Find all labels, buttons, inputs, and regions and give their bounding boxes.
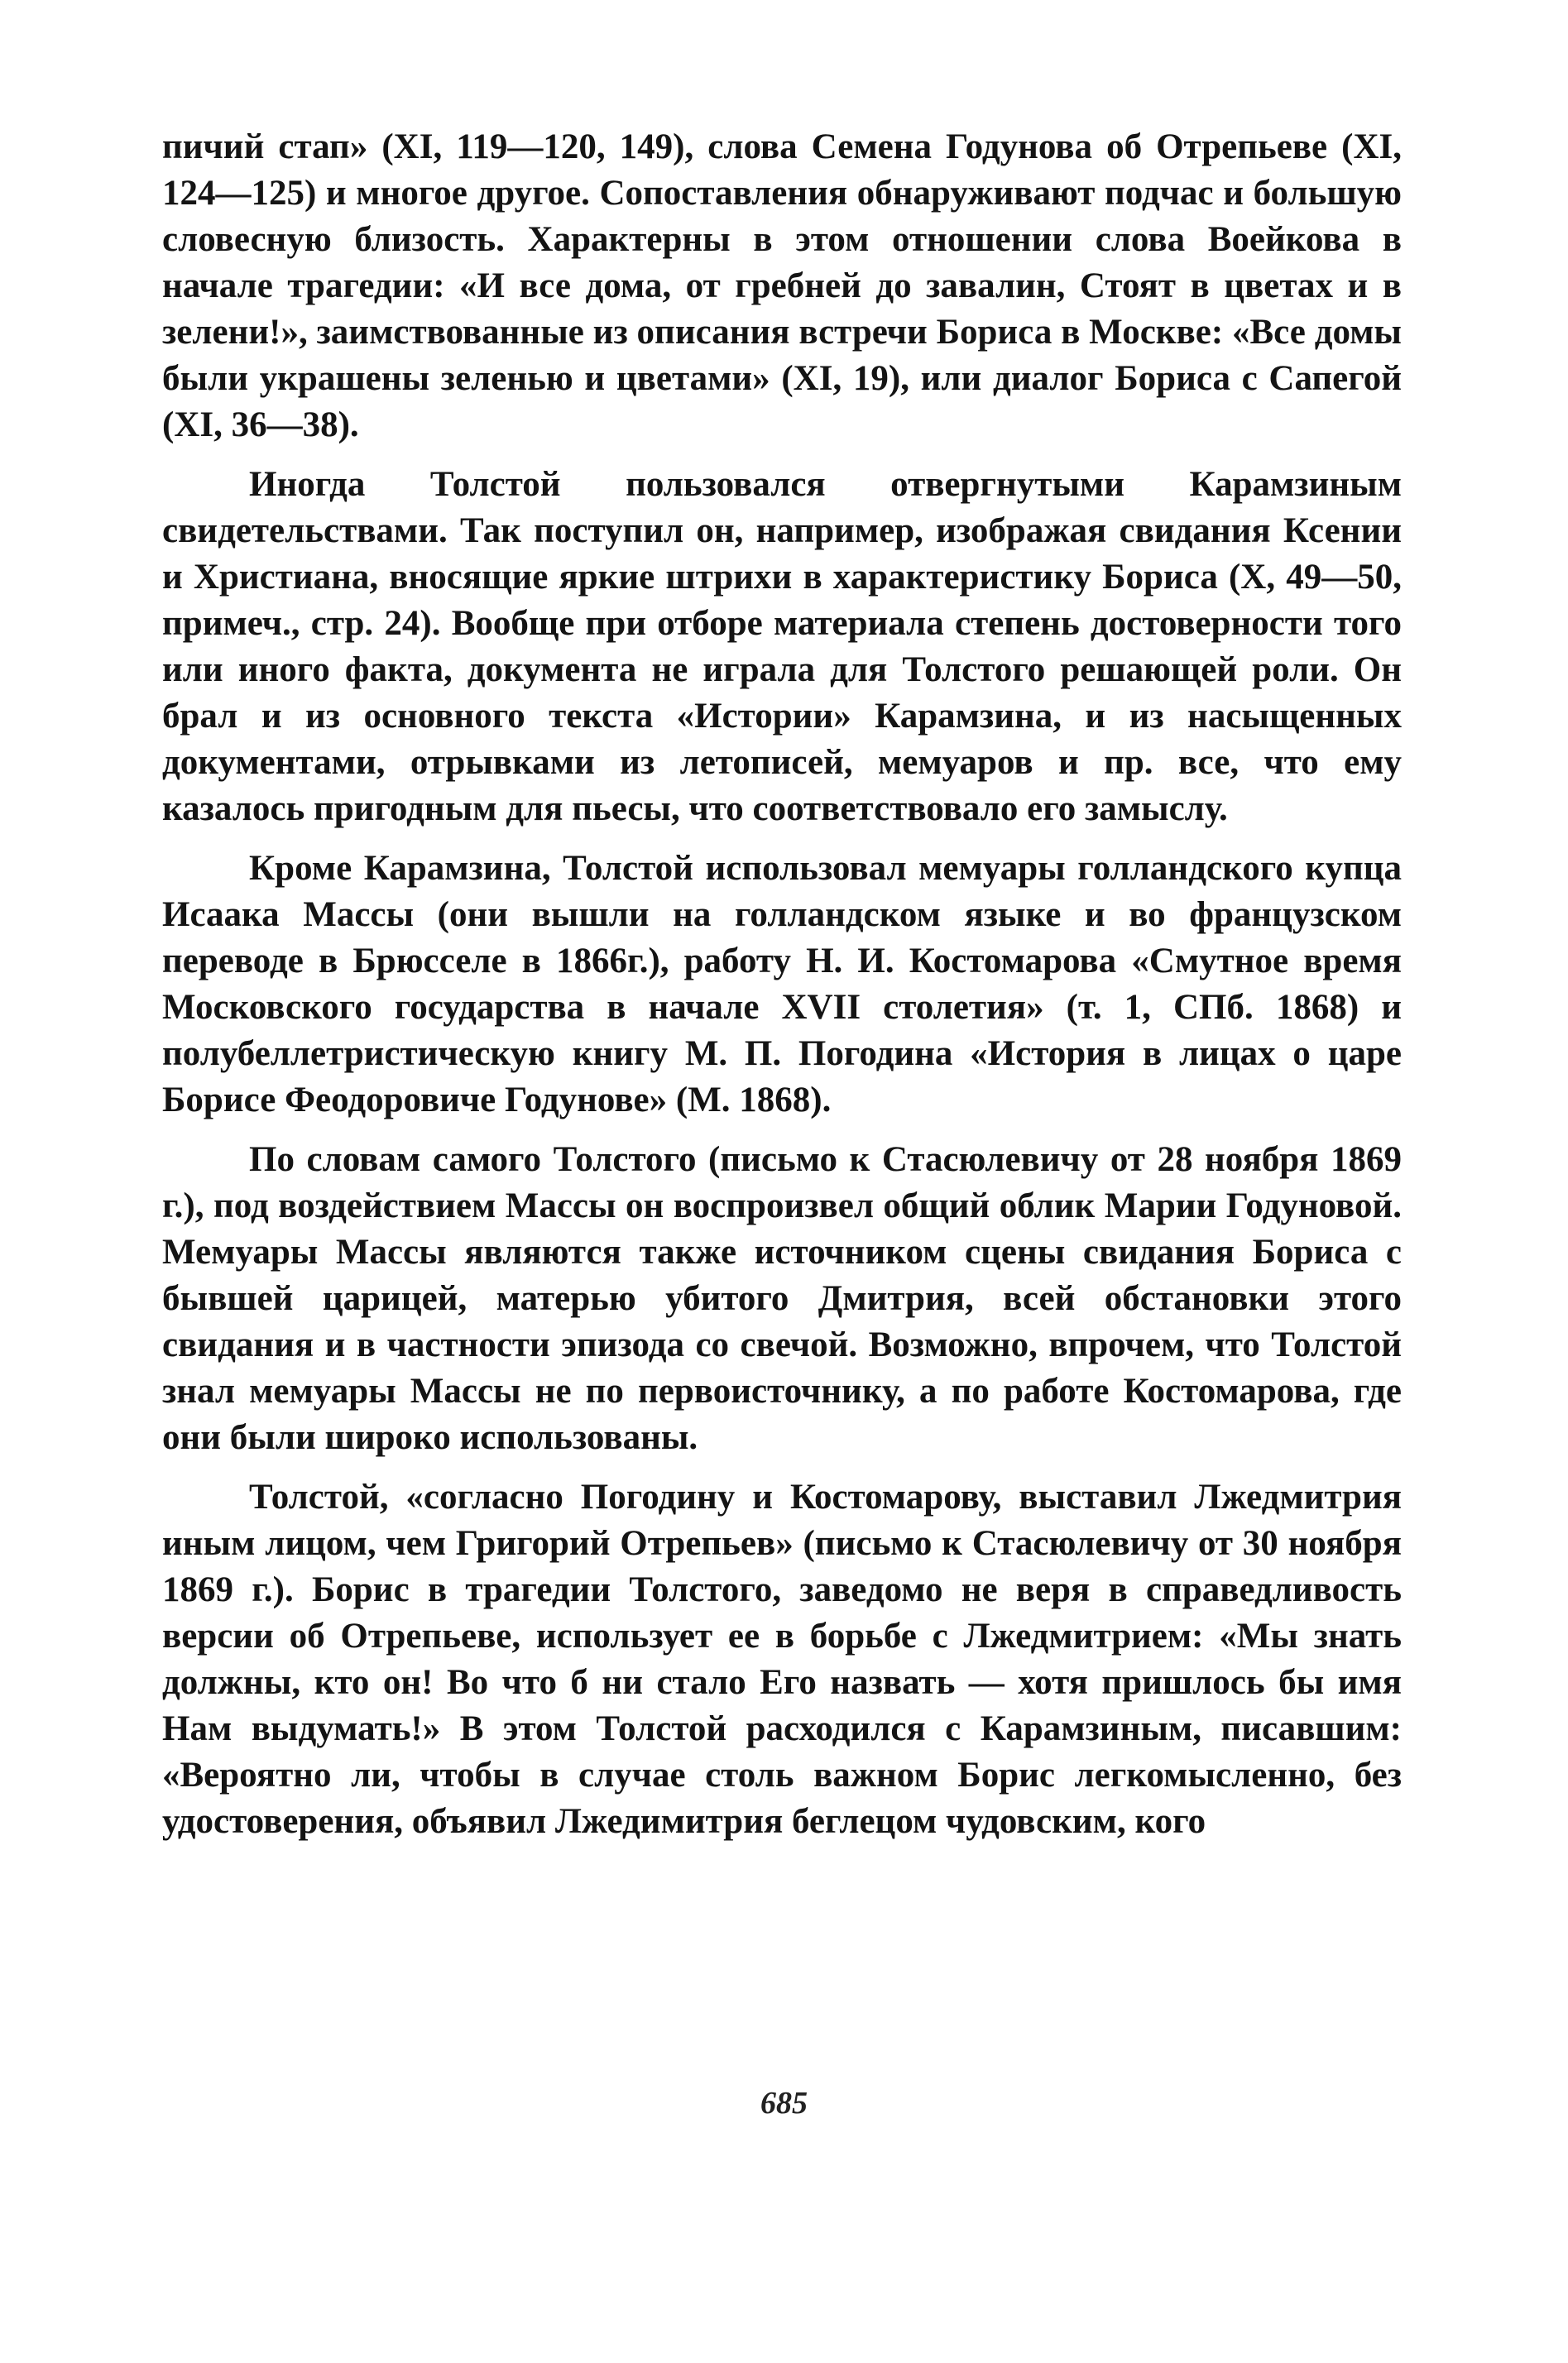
page-body — [162, 124, 1402, 1845]
paragraph-3: Кроме Карамзина, Толстой использовал мемуары голландского купца Исаака Массы (они вышли на голландском языке и во французском переводе в Брюсселе в 1866г.), работу Н. И. Костомарова «Смутное время Московского государства в начале XVII столетия» (т. 1, СПб. 1868) и полубеллетристическую книгу М. П. Погодина «История в лицах о царе Борисе Феодоровиче Годунове» (М. 1868). — [162, 849, 1402, 1119]
paragraph-5: Толстой, «согласно Погодину и Костомарову, выставил Лжедмитрия иным лицом, чем Григорий Отрепьев» (письмо к Стасюлевичу от 30 ноября 1869 г.). Борис в трагедии Толстого, заведомо не веря в справедливость версии об Отрепьеве, использует ее в борьбе с Лжедмитрием: «Мы знать должны, кто он! Во что б ни стало Его назвать — хотя пришлось бы имя Нам выдумать!» В этом Толстой расходился с Карамзиным, писавшим: «Вероятно ли, чтобы в случае столь важном Борис легкомысленно, без удостоверения, объявил Лжедимитрия беглецом чудовским, кого — [162, 1478, 1402, 1841]
paragraph-1: пичий стап» (XI, 119—120, 149), слова Семена Годунова об Отрепьеве (XI, 124—125) и многое другое. Сопоставления обнаруживают подчас и большую словесную близость. Характерны в этом отношении слова Воейкова в начале трагедии: «И все дома, от гребней до завалин, Стоят в цветах и в зелени!», заимствованные из описания встречи Бориса в Москве: «Все домы были украшены зеленью и цветами» (XI, 19), или диалог Бориса с Сапегой (XI, 36—38). — [162, 127, 1402, 444]
page-number: 685 — [760, 2086, 808, 2121]
paragraph-2: Иногда Толстой пользовался отвергнутыми Карамзиным свидетельствами. Так поступил он, например, изображая свидания Ксении и Христиана, вносящие яркие штрихи в характеристику Бориса (X, 49—50, примеч., стр. 24). Вообще при отборе материала степень достоверности того или иного факта, документа не играла для Толстого решающей роли. Он брал и из основного текста «Истории» Карамзина, и из насыщенных документами, отрывками из летописей, мемуаров и пр. все, что ему казалось пригодным для пьесы, что соответствовало его замыслу. — [162, 465, 1402, 828]
paragraph-4: По словам самого Толстого (письмо к Стасюлевичу от 28 ноября 1869 г.), под воздействием Массы он воспроизвел общий облик Марии Годуновой. Мемуары Массы являются также источником сцены свидания Бориса с бывшей царицей, матерью убитого Дмитрия, всей обстановки этого свидания и в частности эпизода со свечой. Возможно, впрочем, что Толстой знал мемуары Массы не по первоисточнику, а по работе Костомарова, где они были широко использованы. — [162, 1140, 1402, 1457]
